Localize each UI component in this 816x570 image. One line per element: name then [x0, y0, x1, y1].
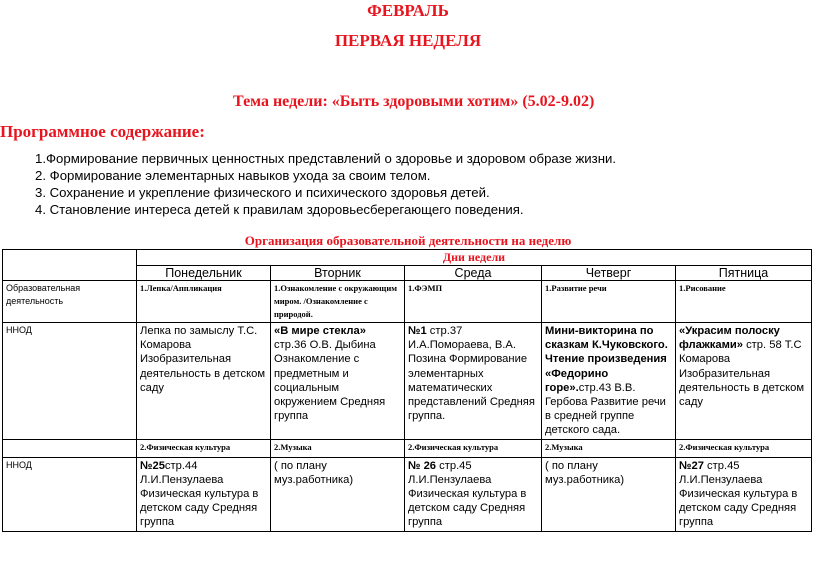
row-label-activity: Образовательная деятельность — [3, 281, 137, 323]
subject-cell: 2.Физическая культура — [137, 439, 271, 457]
week-theme — [233, 93, 594, 111]
day-thursday: Четверг — [542, 266, 676, 281]
organization-heading: Организация образовательной деятельности на неделю — [244, 233, 572, 248]
day-wednesday: Среда — [405, 266, 542, 281]
program-heading: Программное содержание: — [0, 122, 205, 141]
corner-cell — [3, 266, 137, 281]
day-tuesday: Вторник — [271, 266, 405, 281]
lesson-cell: «Украсим полоску флажками» стр. 58 Т.С Комарова Изобразительная деятельность в детском саду — [676, 323, 812, 440]
empty-cell — [3, 439, 137, 457]
page-title: ФЕВРАЛЬ — [367, 1, 449, 20]
subject-cell: 2.Физическая культура — [405, 439, 542, 457]
day-monday: Понедельник — [137, 266, 271, 281]
subject-cell: 1.Ознакомление с окружающим миром. /Ознакомление с природой. — [271, 281, 405, 323]
subject-cell: 2.Музыка — [542, 439, 676, 457]
row-label-nnod: ННОД — [3, 323, 137, 440]
lesson-cell: ( по плану муз.работника) — [542, 457, 676, 531]
days-header-row — [3, 250, 812, 266]
program-goal: 3. Сохранение и укрепление физического и психического здоровья детей. — [35, 185, 490, 200]
lesson-cell: №27 стр.45 Л.И.Пензулаева Физическая культура в детском саду Средняя группа — [676, 457, 812, 531]
lesson-cell: №1 стр.37 И.А.Помораева, В.А. Позина Формирование элементарных математических представлений Средняя группа. — [405, 323, 542, 440]
lesson-cell: №25стр.44 Л.И.Пензулаева Физическая культура в детском саду Средняя группа — [137, 457, 271, 531]
day-names-row — [3, 266, 812, 281]
lesson-cell: Лепка по замыслу Т.С. Комарова Изобразительная деятельность в детском саду — [137, 323, 271, 440]
row-label-nnod: ННОД — [3, 457, 137, 531]
subject-cell: 1.Рисование — [676, 281, 812, 323]
week-theme-label: Тема недели: — [233, 93, 328, 110]
program-goals-list — [35, 150, 616, 218]
table-row — [3, 323, 812, 440]
lesson-cell: ( по плану муз.работника) — [271, 457, 405, 531]
subject-cell: 1.Развитие речи — [542, 281, 676, 323]
program-goal: 2. Формирование элементарных навыков ухода за своим телом. — [35, 168, 431, 183]
corner-cell — [3, 250, 137, 266]
lesson-cell: № 26 стр.45 Л.И.Пензулаева Физическая культура в детском саду Средняя группа — [405, 457, 542, 531]
schedule-table — [2, 249, 812, 532]
subject-cell: 1.Лепка/Аппликация — [137, 281, 271, 323]
table-row — [3, 457, 812, 531]
table-row — [3, 439, 812, 457]
lesson-cell: Мини-викторина по сказкам К.Чуковского. Чтение произведения «Федорино горе».стр.43 В.В. Гербова Развитие речи в средней группе детского сада. — [542, 323, 676, 440]
subject-cell: 2.Музыка — [271, 439, 405, 457]
page-subtitle: ПЕРВАЯ НЕДЕЛЯ — [334, 31, 482, 50]
subject-cell: 1.ФЭМП — [405, 281, 542, 323]
program-goal: 4. Становление интереса детей к правилам здоровьесберегающего поведения. — [35, 202, 524, 217]
lesson-cell: «В мире стекла» стр.36 О.В. Дыбина Ознакомление с предметным и социальным окружением Средняя группа — [271, 323, 405, 440]
day-friday: Пятница — [676, 266, 812, 281]
week-theme-value: «Быть здоровыми хотим» (5.02-9.02) — [331, 93, 595, 110]
subject-cell: 2.Физическая культура — [676, 439, 812, 457]
days-header: Дни недели — [137, 250, 812, 266]
table-row — [3, 281, 812, 323]
program-goal: 1.Формирование первичных ценностных представлений о здоровье и здоровом образе жизни. — [35, 151, 617, 166]
